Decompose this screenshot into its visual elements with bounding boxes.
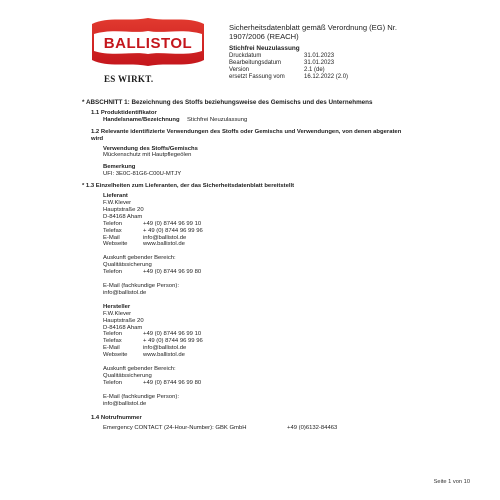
supplier-company: F.W.Klever: [103, 199, 132, 206]
section-1: [82, 99, 478, 431]
manufacturer-heading: Hersteller: [103, 303, 131, 310]
supplier-info-dept: Qualitätssicherung: [103, 262, 152, 269]
supplier-email-link[interactable]: info@ballistol.de: [143, 234, 187, 241]
supplier-expert-email-link[interactable]: info@ballistol.de: [103, 289, 147, 296]
print-date-row: [229, 53, 469, 60]
supplier-phone-label: Telefon: [103, 220, 122, 227]
manufacturer-expert-email-link[interactable]: info@ballistol.de: [103, 400, 147, 407]
page-number: Seite 1 von 10: [433, 479, 470, 485]
subsection-1-4-title: 1.4 Notrufnummer: [91, 414, 142, 421]
logo-badge-icon: [88, 14, 208, 70]
manufacturer-info-label: Auskunft gebender Bereich:: [103, 366, 176, 373]
manufacturer-phone-row: [103, 331, 478, 338]
manufacturer-phone-value: +49 (0) 8744 96 99 10: [143, 331, 202, 338]
manufacturer-info-phone-label: Telefon: [103, 379, 122, 386]
version-label: Version: [229, 67, 250, 73]
supplier-block: [103, 193, 478, 297]
edit-date-row: [229, 60, 469, 67]
emergency-label: Emergency CONTACT (24-Hour-Number): GBK GmbH: [103, 424, 247, 431]
print-date-label: Druckdatum: [229, 52, 262, 59]
edit-date-label: Bearbeitungsdatum: [229, 59, 282, 66]
manufacturer-email-label: E-Mail: [103, 345, 120, 352]
trade-name-value: Stichfrei Neuzulassung: [187, 116, 248, 123]
edit-date-value: 31.01.2023: [304, 59, 335, 66]
manufacturer-block: [103, 304, 478, 408]
subsection-1-1-title: 1.1 Produktidentifikator: [91, 109, 157, 116]
remark-label: Bemerkung: [103, 164, 136, 171]
supplier-heading: Lieferant: [103, 193, 128, 200]
supplier-info-phone-row: [103, 269, 478, 276]
supplier-fax-row: [103, 228, 478, 235]
supplier-email-row: [103, 235, 478, 242]
use-label: Verwendung des Stoffs/Gemischs: [103, 145, 198, 152]
supplier-info-phone-label: Telefon: [103, 269, 122, 276]
manufacturer-website-row: [103, 352, 478, 359]
replaces-row: [229, 74, 469, 81]
manufacturer-expert-email-label: E-Mail (fachkundige Person):: [103, 393, 179, 400]
replaces-label: ersetzt Fassung vom: [229, 74, 285, 81]
logo-tagline: ES WIRKT.: [104, 74, 154, 84]
supplier-phone-value: +49 (0) 8744 96 99 10: [143, 220, 202, 227]
subsection-1-2-title: [91, 129, 478, 143]
supplier-fax-label: Telefax: [103, 227, 122, 234]
document-title-line2: 1907/2006 (REACH): [229, 32, 299, 41]
manufacturer-website-label: Webseite: [103, 352, 128, 359]
supplier-website-row: [103, 241, 478, 248]
supplier-fax-value: + 49 (0) 8744 96 99 96: [143, 227, 203, 234]
emergency-number: +49 (0)6132-84463: [287, 424, 338, 431]
replaces-value: 16.12.2022 (2.0): [304, 74, 349, 81]
manufacturer-fax-row: [103, 338, 478, 345]
supplier-info-phone-value: +49 (0) 8744 96 99 80: [143, 269, 202, 276]
supplier-expert-email-label: E-Mail (fachkundige Person):: [103, 283, 179, 290]
supplier-website-link[interactable]: www.ballistol.de: [143, 241, 185, 248]
supplier-street: Hauptstraße 20: [103, 206, 144, 213]
manufacturer-info-dept: Qualitätssicherung: [103, 373, 152, 379]
trade-name-label: Handelsname/Bezeichnung: [103, 116, 180, 123]
supplier-phone-row: [103, 221, 478, 228]
subsection-1-3-title: * 1.3 Einzelheiten zum Lieferanten, der das Sicherheitsdatenblatt bereitstellt: [82, 183, 295, 190]
document-header: [229, 23, 469, 81]
manufacturer-website-link[interactable]: www.ballistol.de: [143, 352, 185, 359]
manufacturer-email-row: [103, 345, 478, 352]
supplier-info-label: Auskunft gebender Bereich:: [103, 255, 176, 262]
version-value: 2.1 (de): [304, 67, 325, 73]
manufacturer-fax-label: Telefax: [103, 338, 122, 345]
manufacturer-company: F.W.Klever: [103, 310, 132, 317]
manufacturer-email-link[interactable]: info@ballistol.de: [143, 345, 187, 352]
trade-name-row: [103, 117, 478, 124]
subsection-1-2-title-line2: wird: [91, 135, 104, 142]
subsection-1-2-title-line1: 1.2 Relevante identifizierte Verwendungen des Stoffs oder Gemischs und Verwendungen, von denen abgeraten: [91, 128, 402, 135]
logo-brand-text: BALLISTOL: [103, 35, 193, 52]
emergency-row: [103, 425, 478, 432]
remark-value: UFI: 3E0C-81G6-C00U-MTJY: [103, 171, 182, 178]
manufacturer-city: D-84168 Aham: [103, 324, 143, 331]
manufacturer-fax-value: + 49 (0) 8744 96 99 96: [143, 338, 203, 345]
supplier-email-label: E-Mail: [103, 234, 120, 241]
manufacturer-info-phone-row: [103, 380, 478, 387]
use-value: Mückenschutz mit Hautpflegeölen: [103, 152, 192, 159]
version-row: [229, 67, 469, 74]
supplier-website-label: Webseite: [103, 241, 128, 248]
supplier-city: D-84168 Aham: [103, 213, 143, 220]
product-name: Stichfrei Neuzulassung: [229, 45, 300, 52]
manufacturer-info-phone-value: +49 (0) 8744 96 99 80: [143, 379, 202, 386]
section-1-title: * ABSCHNITT 1: Bezeichnung des Stoffs beziehungsweise des Gemischs und des Unternehmens: [82, 99, 373, 106]
print-date-value: 31.01.2023: [304, 52, 335, 59]
manufacturer-phone-label: Telefon: [103, 331, 122, 338]
ballistol-logo: [88, 14, 208, 70]
document-title-line1: Sicherheitsdatenblatt gemäß Verordnung (EG) Nr.: [229, 23, 397, 32]
manufacturer-street: Hauptstraße 20: [103, 317, 144, 324]
